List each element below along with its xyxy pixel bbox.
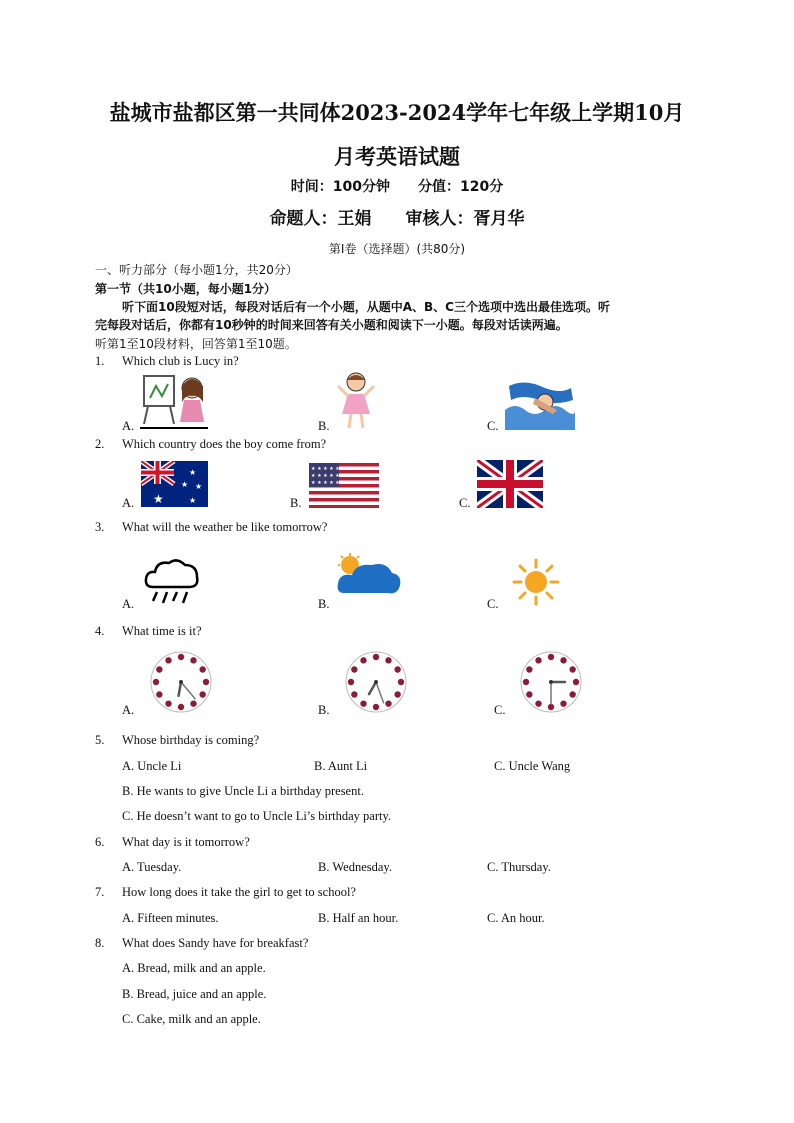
question-number: 5. <box>95 733 105 747</box>
option-a: A. Fifteen minutes. <box>122 911 219 925</box>
authors: 命题人：王娟 审核人：胥月华 <box>269 209 525 229</box>
option-a: A. <box>122 419 135 433</box>
option-c: C. Cake, milk and an apple. <box>122 1012 261 1026</box>
question-number: 1. <box>95 354 105 368</box>
option-c: C. Uncle Wang <box>494 759 571 773</box>
sun-icon <box>512 558 560 606</box>
instruction-line1: 听下面10段短对话，每段对话后有一个小题，从题中A、B、C三个选项中选出最佳选项。听 <box>122 300 610 314</box>
svg-text:★ ★ ★ ★ ★: ★ ★ ★ ★ ★ <box>311 480 340 486</box>
svg-text:★: ★ <box>153 492 164 506</box>
question-number: 7. <box>95 885 105 899</box>
question-number: 2. <box>95 437 105 451</box>
question-text: Whose birthday is coming? <box>122 733 260 747</box>
option-c: C. <box>487 597 499 611</box>
option-b: B. <box>318 597 330 611</box>
option-c: C. <box>487 419 499 433</box>
option-b: B. <box>290 496 302 510</box>
question-text: How long does it take the girl to get to school? <box>122 885 356 899</box>
svg-text:★ ★ ★ ★ ★: ★ ★ ★ ★ ★ <box>311 466 340 472</box>
uk-flag-icon <box>477 460 543 508</box>
svg-text:★: ★ <box>189 468 197 477</box>
dancing-girl-icon <box>336 370 376 430</box>
clock-icon <box>338 648 414 716</box>
question-number: 8. <box>95 936 105 950</box>
question-text: What time is it? <box>122 624 202 638</box>
option-c: C. <box>459 496 471 510</box>
question-text: Which country does the boy come from? <box>122 437 327 451</box>
question-number: 6. <box>95 835 105 849</box>
usa-flag-icon <box>309 463 379 508</box>
clock-icon <box>513 648 589 716</box>
clock-icon <box>143 648 219 716</box>
extra-line: C. He doesn’t want to go to Uncle Li’s birthday party. <box>122 809 392 823</box>
option-a: A. <box>122 703 135 717</box>
instruction-line2: 完每段对话后，你都有10秒钟的时间来回答有关小题和阅读下一小题。每段对话读两遍。 <box>95 318 568 332</box>
question-text: What will the weather be like tomorrow? <box>122 520 328 534</box>
question-number: 3. <box>95 520 105 534</box>
option-a: A. <box>122 496 135 510</box>
listen-note: 听第1至10段材料，回答第1至10题。 <box>95 337 297 351</box>
time-score: 时间：100分钟 分值：120分 <box>290 179 504 195</box>
option-b: B. Half an hour. <box>318 911 399 925</box>
rain-cloud-icon <box>143 555 201 607</box>
option-a: A. Bread, milk and an apple. <box>122 961 266 975</box>
question-text: What does Sandy have for breakfast? <box>122 936 309 950</box>
exam-title-line2: 月考英语试题 <box>334 144 460 169</box>
svg-text:★: ★ <box>189 496 197 505</box>
option-c: C. <box>494 703 506 717</box>
option-b: B. Bread, juice and an apple. <box>122 987 267 1001</box>
svg-text:★: ★ <box>195 482 203 491</box>
option-b: B. Wednesday. <box>318 860 392 874</box>
option-c: C. Thursday. <box>487 860 551 874</box>
svg-text:★ ★ ★ ★ ★: ★ ★ ★ ★ ★ <box>311 473 340 479</box>
extra-line: B. He wants to give Uncle Li a birthday present. <box>122 784 364 798</box>
option-a: A. Uncle Li <box>122 759 182 773</box>
section-heading: 一、听力部分（每小题1分，共20分） <box>95 263 298 277</box>
australia-flag-icon <box>141 461 208 507</box>
swimmer-icon <box>505 380 575 430</box>
exam-title-line1: 盐城市盐都区第一共同体2023-2024学年七年级上学期10月 <box>109 100 685 125</box>
option-a: A. <box>122 597 135 611</box>
option-b: B. Aunt Li <box>314 759 368 773</box>
question-text: Which club is Lucy in? <box>122 354 239 368</box>
option-c: C. An hour. <box>487 911 545 925</box>
option-b: B. <box>318 703 330 717</box>
option-a: A. Tuesday. <box>122 860 182 874</box>
volume-heading: 第I卷（选择题）(共80分) <box>328 242 466 256</box>
question-number: 4. <box>95 624 105 638</box>
question-text: What day is it tomorrow? <box>122 835 250 849</box>
sun-cloud-icon <box>336 553 402 599</box>
svg-text:★: ★ <box>181 480 189 489</box>
option-b: B. <box>318 419 330 433</box>
painting-girl-icon <box>140 372 210 430</box>
part-heading: 第一节（共10小题，每小题1分） <box>95 282 277 296</box>
